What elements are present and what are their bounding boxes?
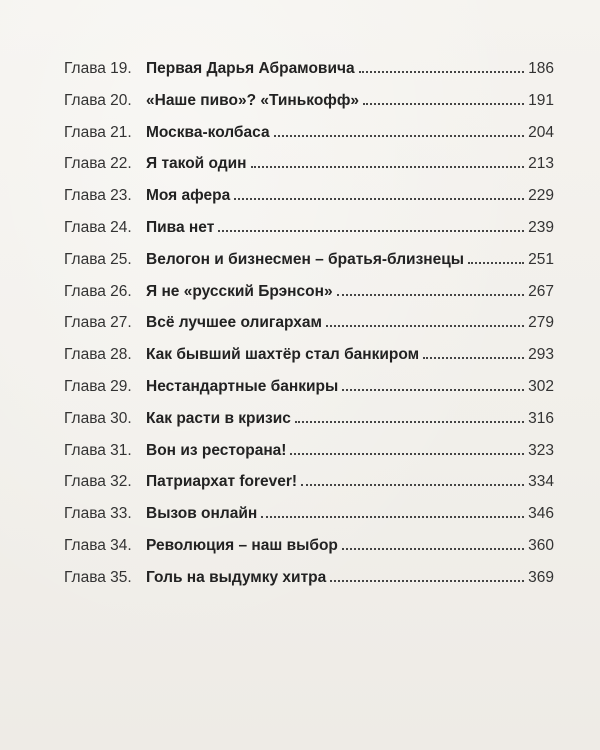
chapter-number: Глава 30. [64,409,132,427]
page-number: 293 [528,346,554,364]
chapter-number: Глава 35. [64,568,132,586]
dot-leader [218,230,524,232]
chapter-title: Революция – наш выбор [146,536,338,554]
chapter-title: Патриархат forever! [146,473,298,491]
toc-entry [64,60,554,92]
chapter-number: Глава 21. [64,123,132,141]
toc-entry [64,283,554,315]
page-number: 369 [528,568,554,586]
chapter-title: Голь на выдумку хитра [146,568,327,586]
chapter-number: Глава 34. [64,536,132,554]
chapter-title: Как расти в кризис [146,409,291,427]
page-number: 239 [528,218,554,236]
dot-leader [274,135,525,137]
chapter-number: Глава 20. [64,91,132,109]
chapter-number: Глава 31. [64,441,132,459]
page-number: 229 [528,187,554,205]
toc-entry [64,378,554,410]
page-number: 360 [528,536,554,554]
page-number: 316 [528,409,554,427]
page-number: 346 [528,505,554,523]
chapter-number: Глава 28. [64,346,132,364]
page-number: 267 [528,282,554,300]
page-number: 191 [528,91,554,109]
dot-leader [326,325,524,327]
dot-leader [342,548,524,550]
chapter-title: Я не «русский Брэнсон» [146,282,333,300]
dot-leader [251,166,525,168]
toc-entry [64,124,554,156]
chapter-title: Нестандартные банкиры [146,377,339,395]
dot-leader [301,484,524,486]
toc-entry [64,219,554,251]
toc-entry [64,346,554,378]
toc-entry [64,251,554,283]
chapter-title: Вон из ресторана! [146,441,287,459]
toc-entry [64,187,554,219]
page-number: 323 [528,441,554,459]
chapter-number: Глава 22. [64,155,132,173]
dot-leader [290,453,524,455]
chapter-title: Пива нет [146,218,215,236]
page-number: 251 [528,250,554,268]
chapter-number: Глава 26. [64,282,132,300]
chapter-title: Первая Дарья Абрамовича [146,60,355,77]
dot-leader [295,421,524,423]
dot-leader [261,516,524,518]
dot-leader [359,71,525,73]
dot-leader [468,262,524,264]
dot-leader [337,294,525,296]
chapter-title: Я такой один [146,155,247,173]
page-number: 204 [528,123,554,141]
toc-entry [64,569,554,601]
toc-entry [64,473,554,505]
page-number: 302 [528,377,554,395]
toc-entry [64,314,554,346]
chapter-title: Как бывший шахтёр стал банкиром [146,346,420,364]
toc-entry [64,537,554,569]
page-number: 213 [528,155,554,173]
toc-entry [64,410,554,442]
toc-entry [64,155,554,187]
dot-leader [342,389,524,391]
dot-leader [363,103,524,105]
chapter-title: Велогон и бизнесмен – братья-близнецы [146,250,465,268]
dot-leader [423,357,524,359]
page-number: 334 [528,473,554,491]
chapter-number: Глава 33. [64,505,132,523]
chapter-title: Москва-колбаса [146,123,270,141]
chapter-number: Глава 23. [64,187,132,205]
toc-entry [64,442,554,474]
chapter-title: Вызов онлайн [146,505,258,523]
chapter-number: Глава 27. [64,314,132,332]
table-of-contents [64,60,554,601]
chapter-number: Глава 25. [64,250,132,268]
chapter-title: Всё лучшее олигархам [146,314,322,332]
chapter-number: Глава 32. [64,473,132,491]
page-number: 186 [528,60,554,77]
chapter-title: Моя афера [146,187,231,205]
toc-entry [64,505,554,537]
toc-entry [64,92,554,124]
chapter-number: Глава 29. [64,377,132,395]
chapter-number: Глава 24. [64,218,132,236]
chapter-title: «Наше пиво»? «Тинькофф» [146,91,360,109]
dot-leader [330,580,524,582]
dot-leader [234,198,524,200]
page-number: 279 [528,314,554,332]
chapter-number: Глава 19. [64,60,132,77]
